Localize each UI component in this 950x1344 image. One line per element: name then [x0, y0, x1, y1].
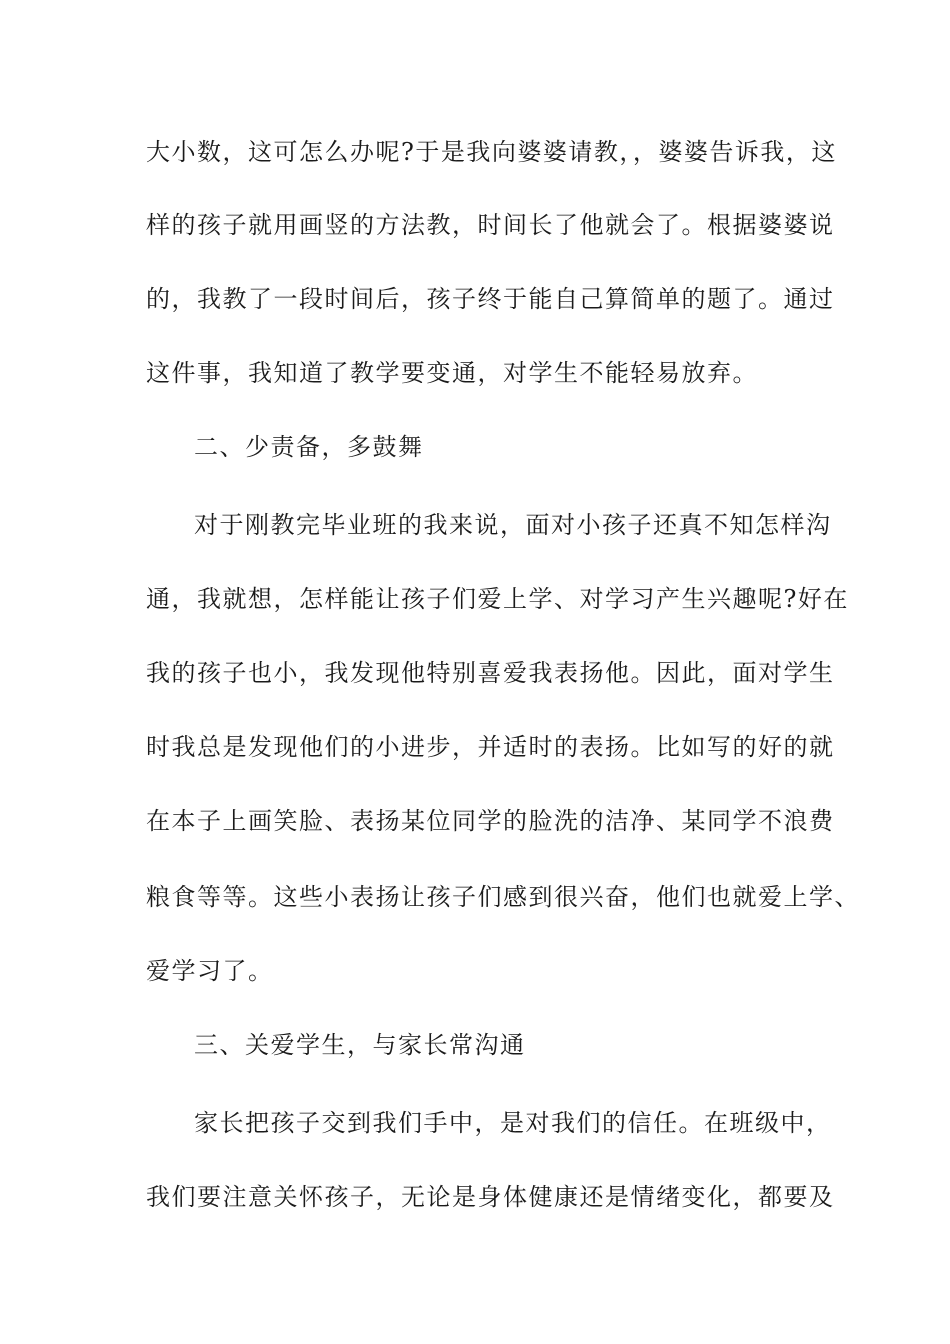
section-heading: 三、关爱学生，与家长常沟通 [194, 1031, 526, 1059]
paragraph-line: 的，我教了一段时间后，孩子终于能自己算简单的题了。通过 [146, 285, 835, 313]
section-heading: 二、少责备，多鼓舞 [194, 433, 424, 461]
paragraph-line: 对于刚教完毕业班的我来说，面对小孩子还真不知怎样沟 [194, 511, 832, 539]
paragraph-line: 大小数，这可怎么办呢?于是我向婆婆请教，，婆婆告诉我，这 [146, 138, 837, 166]
paragraph-line: 时我总是发现他们的小进步，并适时的表扬。比如写的好的就 [146, 733, 835, 761]
paragraph-line: 家长把孩子交到我们手中，是对我们的信任。在班级中， [194, 1109, 832, 1137]
paragraph-line: 爱学习了。 [146, 957, 274, 985]
paragraph-line: 粮食等等。这些小表扬让孩子们感到很兴奋，他们也就爱上学、 [146, 883, 860, 911]
paragraph-line: 这件事，我知道了教学要变通，对学生不能轻易放弃。 [146, 359, 758, 387]
paragraph-line: 样的孩子就用画竖的方法教，时间长了他就会了。根据婆婆说 [146, 211, 835, 239]
paragraph-line: 通，我就想，怎样能让孩子们爱上学、对学习产生兴趣呢?好在 [146, 585, 849, 613]
paragraph-line: 在本子上画笑脸、表扬某位同学的脸洗的洁净、某同学不浪费 [146, 807, 835, 835]
paragraph-line: 我们要注意关怀孩子，无论是身体健康还是情绪变化，都要及 [146, 1183, 835, 1211]
paragraph-line: 我的孩子也小，我发现他特别喜爱我表扬他。因此，面对学生 [146, 659, 835, 687]
